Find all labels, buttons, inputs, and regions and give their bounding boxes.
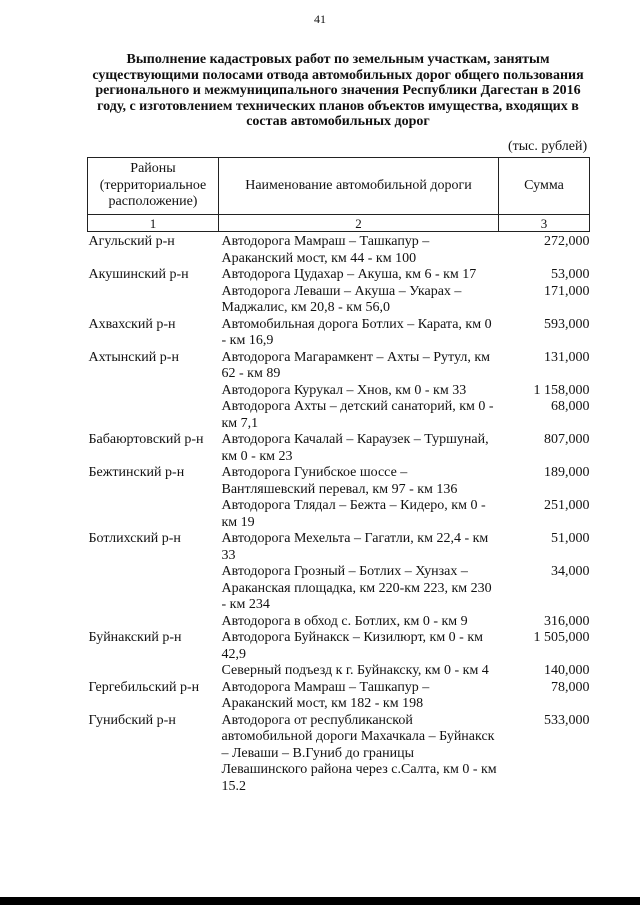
table-row bbox=[88, 498, 590, 531]
district-cell: Ахвахский р-н bbox=[88, 316, 176, 332]
scan-edge bbox=[0, 897, 640, 905]
district-cell bbox=[88, 284, 219, 317]
table-row bbox=[88, 432, 590, 465]
table-row bbox=[88, 317, 590, 350]
sum-cell: 51,000 bbox=[551, 531, 590, 546]
sum-cell: 1 158,000 bbox=[533, 382, 590, 398]
sum-cell: 140,000 bbox=[544, 663, 590, 678]
table-row bbox=[88, 680, 590, 713]
header-road: Наименование автомобильной дороги bbox=[219, 158, 499, 215]
header-sum: Сумма bbox=[499, 158, 590, 215]
table-row bbox=[88, 713, 590, 796]
road-cell: Северный подъезд к г. Буйнакску, км 0 - км 4 bbox=[221, 663, 489, 678]
district-cell bbox=[88, 383, 219, 400]
table-row bbox=[88, 614, 590, 631]
road-cell: Автодорога Качалай – Караузек – Туршунай, км 0 - км 23 bbox=[221, 432, 489, 464]
table-row bbox=[88, 232, 590, 268]
document-title: Выполнение кадастровых работ по земельным участкам, занятым существующими полосами отвода автомобильных дорог общего пользования регионального и межмуниципального значения Республики Дагестан в 2016 году, с изготовлением технических планов объектов имущества, входящих в состав автомобильных дорог bbox=[92, 52, 584, 129]
road-cell: Автодорога Магарамкент – Ахты – Рутул, км 62 - км 89 bbox=[221, 349, 490, 381]
district-cell: Гунибский р-н bbox=[88, 712, 176, 728]
district-cell: Бежтинский р-н bbox=[88, 465, 185, 480]
table-row bbox=[88, 383, 590, 400]
table-row bbox=[88, 663, 590, 680]
road-cell: Автодорога Мехельта – Гагатли, км 22,4 - км 33 bbox=[221, 531, 489, 563]
sum-cell: 68,000 bbox=[551, 399, 590, 414]
unit-label: (тыс. рублей) bbox=[508, 139, 588, 154]
district-cell: Агульский р-н bbox=[88, 234, 175, 249]
road-cell: Автодорога Мамраш – Ташкапур – Араканский мост, км 44 - км 100 bbox=[221, 234, 430, 266]
sum-cell: 316,000 bbox=[544, 613, 590, 629]
column-number: 3 bbox=[499, 215, 590, 232]
sum-cell: 251,000 bbox=[544, 498, 590, 513]
road-cell: Автомобильная дорога Ботлих – Карата, км 0 - км 16,9 bbox=[221, 316, 492, 348]
table-row bbox=[88, 465, 590, 498]
district-cell bbox=[88, 614, 219, 631]
district-cell bbox=[88, 399, 219, 432]
district-cell: Ахтынский р-н bbox=[88, 349, 179, 365]
column-number: 1 bbox=[88, 215, 219, 232]
district-cell: Ботлихский р-н bbox=[88, 531, 181, 546]
sum-cell: 131,000 bbox=[544, 349, 590, 365]
district-cell bbox=[88, 663, 219, 680]
road-cell: Автодорога Леваши – Акуша – Укарах – Маджалис, км 20,8 - км 56,0 bbox=[221, 283, 462, 315]
district-cell: Гергебильский р-н bbox=[88, 679, 200, 695]
sum-cell: 533,000 bbox=[544, 712, 590, 728]
table-row bbox=[88, 267, 590, 284]
district-cell: Акушинский р-н bbox=[88, 267, 189, 282]
sum-cell: 807,000 bbox=[544, 432, 590, 447]
table-row bbox=[88, 630, 590, 663]
road-cell: Автодорога Тлядал – Бежта – Кидеро, км 0 - км 19 bbox=[221, 498, 486, 530]
road-cell: Автодорога Гунибское шоссе – Вантляшевский перевал, км 97 - км 136 bbox=[221, 465, 458, 497]
sum-cell: 78,000 bbox=[551, 679, 590, 695]
table-body bbox=[88, 232, 590, 796]
table-row bbox=[88, 564, 590, 614]
district-cell bbox=[88, 498, 219, 531]
district-cell bbox=[88, 564, 219, 614]
district-cell: Бабаюртовский р-н bbox=[88, 432, 204, 447]
road-cell: Автодорога Ахты – детский санаторий, км 0 - км 7,1 bbox=[221, 399, 494, 431]
sum-cell: 272,000 bbox=[544, 234, 590, 249]
road-cell: Автодорога в обход с. Ботлих, км 0 - км 9 bbox=[221, 613, 468, 629]
sum-cell: 34,000 bbox=[551, 564, 590, 579]
road-cell: Автодорога от республиканской автомобильной дороги Махачкала – Буйнакск – Леваши – В.Гуниб до границы Левашинского района через с.Салта, км 0 - км 15.2 bbox=[221, 712, 497, 794]
road-cell: Автодорога Мамраш – Ташкапур – Араканский мост, км 182 - км 198 bbox=[221, 679, 430, 711]
road-cell: Автодорога Грозный – Ботлих – Хунзах – Араканская площадка, км 220-км 223, км 230 - км 234 bbox=[221, 564, 492, 612]
table-row bbox=[88, 531, 590, 564]
header-district: Районы (территориальное расположение) bbox=[88, 158, 219, 215]
table-row bbox=[88, 284, 590, 317]
roads-table bbox=[87, 157, 590, 795]
table-row bbox=[88, 399, 590, 432]
road-cell: Автодорога Цудахар – Акуша, км 6 - км 17 bbox=[221, 267, 477, 282]
sum-cell: 171,000 bbox=[544, 283, 590, 299]
sum-cell: 1 505,000 bbox=[533, 630, 590, 645]
district-cell: Буйнакский р-н bbox=[88, 630, 182, 645]
sum-cell: 189,000 bbox=[544, 465, 590, 480]
sum-cell: 593,000 bbox=[544, 316, 590, 332]
road-cell: Автодорога Курукал – Хнов, км 0 - км 33 bbox=[221, 382, 467, 398]
page-number: 41 bbox=[314, 12, 326, 26]
column-number: 2 bbox=[219, 215, 499, 232]
column-number-row bbox=[88, 215, 590, 232]
road-cell: Автодорога Буйнакск – Кизилюрт, км 0 - км 42,9 bbox=[221, 630, 484, 662]
sum-cell: 53,000 bbox=[551, 267, 590, 282]
table-row bbox=[88, 350, 590, 383]
table-header bbox=[88, 158, 590, 232]
